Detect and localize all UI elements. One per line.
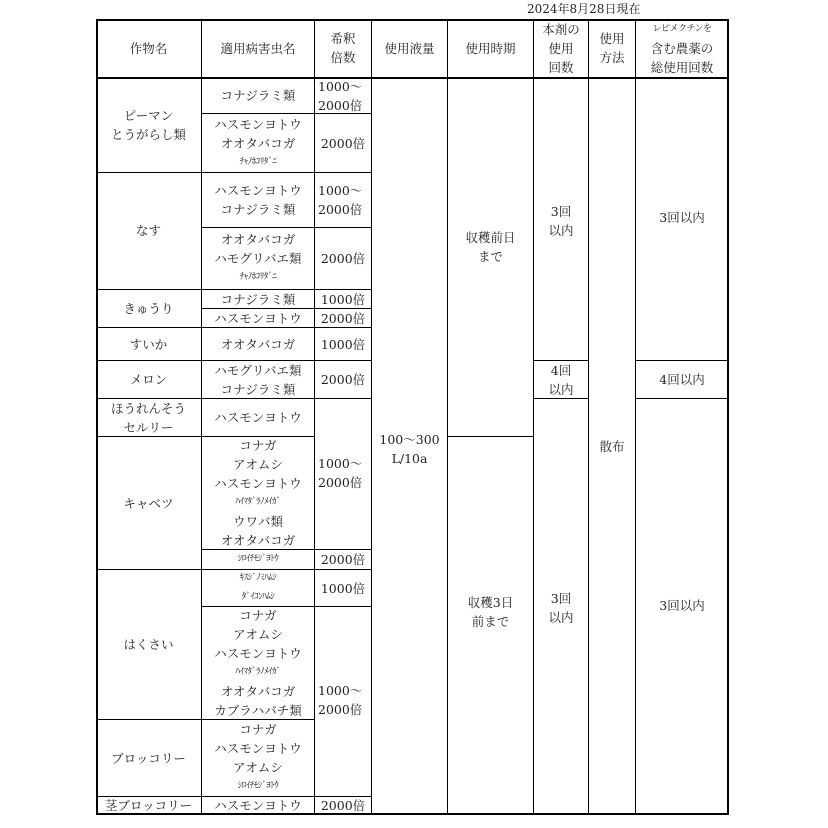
cell-text: とうがらし類 [110, 127, 186, 142]
cell-dilution [315, 309, 372, 328]
cell-text: ウワバ類 [232, 514, 283, 529]
cell-pest [202, 720, 315, 797]
cell-text: コナジラミ類 [220, 88, 296, 103]
cell-text: 3回 [550, 204, 572, 219]
cell-total [636, 78, 729, 361]
cell-total [636, 399, 729, 815]
cell-dilution [315, 550, 372, 570]
header-method [589, 19, 636, 78]
cell-dilution [315, 797, 372, 815]
cell-text: 総使用回数 [650, 59, 714, 75]
cell-text: アオムシ [233, 760, 283, 775]
cell-dilution [315, 399, 372, 550]
cell-text: ﾊｲﾏﾀﾞﾗﾉﾒｲｶﾞ [235, 497, 281, 507]
cell-text: 1000倍 [320, 336, 366, 352]
cell-text: 1000倍 [320, 580, 366, 596]
cell-text: ハスモンヨトウ [214, 741, 302, 756]
cell-text: 2000倍 [320, 798, 366, 813]
cell-text: ｼﾛｲﾁﾓｼﾞﾖﾄｳ [237, 554, 279, 564]
cell-text: コナガ [239, 608, 277, 623]
cell-timing [448, 437, 534, 815]
cell-text: 適用病害虫名 [220, 40, 296, 56]
cell-crop [96, 399, 202, 437]
cell-text: 3回以内 [659, 210, 705, 225]
cell-pest [202, 290, 315, 309]
cell-text: コナジラミ類 [220, 291, 296, 307]
cell-text: ｼﾛｲﾁﾓｼﾞﾖﾄｳ [237, 781, 279, 791]
cell-pest [202, 228, 315, 290]
cell-text: オオタバコガ [220, 533, 296, 548]
cell-text: 3回 [550, 591, 572, 606]
cell-text: ハスモンヨトウ [214, 310, 302, 326]
cell-text: 1000倍 [320, 291, 366, 307]
cell-text: 本剤の [542, 21, 580, 37]
cell-text: 使用 [599, 31, 625, 46]
cell-text: オオタバコガ [220, 684, 296, 699]
cell-text: きゅうり [123, 301, 174, 316]
as-of-date-label: 2024年8月28日現在 [527, 2, 641, 16]
cell-text: コナガ [239, 438, 277, 453]
cell-dilution [315, 114, 372, 173]
cell-text: 以内 [548, 223, 574, 238]
cell-text: 以内 [548, 381, 574, 397]
cell-text: 使用液量 [384, 40, 435, 56]
cell-text: 含む農薬の [650, 40, 714, 56]
cell-text: アオムシ [233, 627, 283, 642]
cell-text: すいか [129, 336, 168, 352]
cell-pest [202, 550, 315, 570]
cell-text: ハスモンヨトウ [214, 410, 302, 425]
cell-text: はくさい [123, 637, 174, 652]
cell-text: 4回 [550, 362, 572, 378]
cell-text: オオタバコガ [220, 135, 296, 151]
cell-text: ハモグリバエ類 [214, 251, 302, 266]
cell-text: まで [477, 249, 503, 264]
cell-pest [202, 570, 315, 607]
cell-pest [202, 607, 315, 720]
cell-text: 100～300 [379, 432, 440, 447]
cell-text: 2000倍 [320, 251, 366, 266]
cell-volume [372, 78, 448, 815]
cell-text: ハスモンヨトウ [214, 476, 302, 491]
cell-text: キャベツ [123, 495, 174, 511]
cell-text: 4回以内 [659, 372, 705, 387]
header-total [636, 19, 729, 78]
header-volume [372, 19, 448, 78]
cell-text: 1000～ [318, 78, 363, 94]
cell-text: 以内 [548, 610, 574, 625]
cell-text: ﾁｬﾉﾎｺﾘﾀﾞﾆ [239, 272, 277, 282]
cell-pest [202, 114, 315, 173]
cell-text: 希釈 [330, 31, 356, 46]
cell-text: オオタバコガ [220, 336, 296, 352]
cell-text: L/10a [391, 451, 428, 466]
cell-crop [96, 328, 202, 361]
cell-text: 収穫3日 [467, 595, 514, 610]
cell-pest [202, 173, 315, 228]
cell-text: 3回以内 [659, 598, 705, 613]
cell-text: ほうれんそう [110, 400, 186, 416]
cell-text: 倍数 [330, 50, 356, 65]
header-uses [534, 19, 589, 78]
cell-dilution [315, 173, 372, 228]
cell-text: 使用 [548, 40, 574, 56]
cell-dilution [315, 570, 372, 607]
cell-dilution [315, 328, 372, 361]
cell-text: 2000倍 [318, 202, 363, 217]
cell-text: コナジラミ類 [220, 202, 296, 217]
cell-text: ブロッコリー [111, 750, 186, 766]
cell-text: 2000倍 [318, 475, 363, 490]
cell-text: 1000～ [318, 183, 363, 198]
header-crop [96, 19, 202, 78]
cell-pest [202, 328, 315, 361]
cell-crop [96, 290, 202, 328]
cell-dilution [315, 607, 372, 797]
cell-text: メロン [129, 372, 168, 387]
cell-total [636, 361, 729, 399]
cell-crop [96, 78, 202, 173]
cell-text: ハスモンヨトウ [214, 798, 302, 813]
cell-text: ﾁｬﾉﾎｺﾘﾀﾞﾆ [239, 156, 277, 167]
cell-text: ｷｽｼﾞﾉﾐﾊﾑｼ [239, 573, 277, 583]
cell-text: 2000倍 [318, 702, 363, 717]
cell-uses [534, 399, 589, 815]
cell-dilution [315, 290, 372, 309]
cell-dilution [315, 78, 372, 114]
cell-text: セルリー [123, 419, 174, 435]
cell-text: アオムシ [233, 457, 283, 472]
cell-method [589, 78, 636, 815]
cell-text: 散布 [599, 439, 625, 454]
cell-text: ハスモンヨトウ [214, 646, 302, 661]
cell-pest [202, 361, 315, 399]
cell-text: ハスモンヨトウ [214, 116, 302, 132]
cell-text: 使用時期 [465, 40, 516, 56]
cell-text: 2000倍 [320, 552, 366, 567]
cell-text: 茎ブロッコリー [104, 798, 193, 813]
cell-text: 2000倍 [318, 97, 363, 113]
cell-text: 回数 [548, 59, 574, 75]
cell-crop [96, 437, 202, 570]
cell-text: ピーマン [123, 108, 174, 123]
header-timing [448, 19, 534, 78]
cell-crop [96, 797, 202, 815]
cell-crop [96, 570, 202, 720]
cell-pest [202, 797, 315, 815]
cell-uses [534, 361, 589, 399]
cell-text: 作物名 [129, 40, 168, 56]
cell-crop [96, 361, 202, 399]
header-dilution [315, 19, 372, 78]
cell-text: なす [135, 223, 161, 238]
cell-uses [534, 78, 589, 361]
cell-text: 2000倍 [320, 135, 366, 151]
cell-text: 2000倍 [320, 310, 366, 326]
cell-text: 1000～ [318, 683, 363, 698]
cell-text: レピメクチンを [652, 23, 712, 34]
cell-text: ﾊｲﾏﾀﾞﾗﾉﾒｲｶﾞ [235, 667, 281, 677]
cell-dilution [315, 361, 372, 399]
cell-text: 1000～ [318, 456, 363, 471]
cell-pest [202, 437, 315, 550]
header-pest [202, 19, 315, 78]
header-divider [96, 77, 729, 79]
cell-text: オオタバコガ [220, 232, 296, 247]
cell-text: カブラハバチ類 [214, 703, 302, 718]
cell-pest [202, 78, 315, 114]
cell-text: コナジラミ類 [220, 381, 296, 397]
cell-text: 方法 [599, 50, 625, 65]
cell-text: コナガ [239, 722, 277, 737]
cell-timing [448, 78, 534, 437]
cell-text: ハモグリバエ類 [214, 362, 302, 378]
cell-crop [96, 720, 202, 797]
cell-text: ハスモンヨトウ [214, 183, 302, 198]
cell-pest [202, 309, 315, 328]
cell-text: 収穫前日 [465, 230, 516, 245]
cell-pest [202, 399, 315, 437]
cell-dilution [315, 228, 372, 290]
cell-text: 2000倍 [320, 372, 366, 387]
cell-text: 前まで [471, 614, 510, 629]
cell-text: ﾀﾞｲｺﾝﾊﾑｼ [241, 592, 275, 602]
cell-crop [96, 173, 202, 290]
